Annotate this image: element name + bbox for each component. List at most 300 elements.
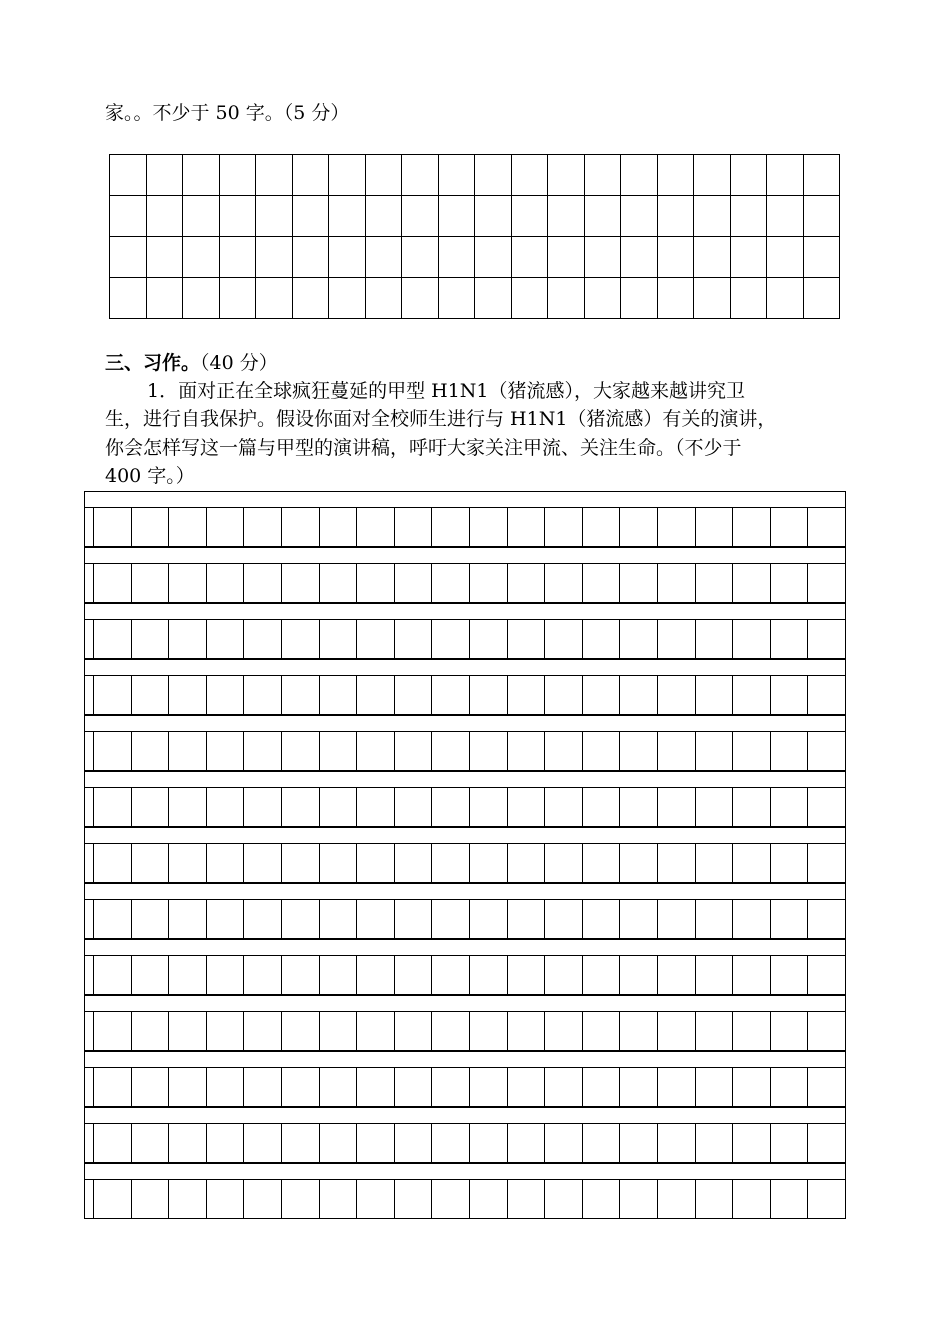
answer-cell[interactable] xyxy=(366,278,403,319)
composition-cell[interactable] xyxy=(319,1068,357,1106)
composition-cell[interactable] xyxy=(544,508,582,546)
answer-cell[interactable] xyxy=(767,237,804,278)
answer-cell[interactable] xyxy=(731,278,768,319)
composition-cell[interactable] xyxy=(93,844,131,882)
composition-cell[interactable] xyxy=(619,1012,657,1050)
composition-cell[interactable] xyxy=(582,900,620,938)
answer-cell[interactable] xyxy=(220,237,257,278)
composition-cell[interactable] xyxy=(356,1012,394,1050)
composition-cell[interactable] xyxy=(131,620,169,658)
composition-cell[interactable] xyxy=(695,620,733,658)
composition-cell[interactable] xyxy=(695,788,733,826)
composition-cell[interactable] xyxy=(732,620,770,658)
composition-cell[interactable] xyxy=(770,1124,808,1162)
composition-cell[interactable] xyxy=(469,620,507,658)
composition-cell[interactable] xyxy=(582,788,620,826)
composition-cell[interactable] xyxy=(544,1124,582,1162)
composition-cell[interactable] xyxy=(281,1068,319,1106)
answer-cell[interactable] xyxy=(694,237,731,278)
composition-cell[interactable] xyxy=(206,564,244,602)
composition-cell[interactable] xyxy=(243,788,281,826)
composition-cell[interactable] xyxy=(319,508,357,546)
answer-cell[interactable] xyxy=(658,155,695,196)
composition-cell[interactable] xyxy=(544,788,582,826)
composition-cell[interactable] xyxy=(206,676,244,714)
composition-cell[interactable] xyxy=(431,844,469,882)
composition-cell[interactable] xyxy=(243,508,281,546)
answer-cell[interactable] xyxy=(256,278,293,319)
answer-cell[interactable] xyxy=(329,237,366,278)
composition-cell[interactable] xyxy=(168,844,206,882)
composition-cell[interactable] xyxy=(319,788,357,826)
composition-cell[interactable] xyxy=(131,564,169,602)
composition-cell[interactable] xyxy=(356,1124,394,1162)
composition-cell[interactable] xyxy=(243,956,281,994)
composition-cell[interactable] xyxy=(168,1124,206,1162)
composition-cell[interactable] xyxy=(544,1068,582,1106)
composition-cell[interactable] xyxy=(807,564,845,602)
composition-cell[interactable] xyxy=(431,900,469,938)
composition-cell[interactable] xyxy=(619,844,657,882)
answer-cell[interactable] xyxy=(548,278,585,319)
composition-cell[interactable] xyxy=(168,508,206,546)
answer-cell[interactable] xyxy=(804,196,841,237)
composition-cell[interactable] xyxy=(807,1180,845,1218)
composition-cell[interactable] xyxy=(695,1180,733,1218)
composition-cell[interactable] xyxy=(619,1124,657,1162)
composition-cell[interactable] xyxy=(93,732,131,770)
answer-cell[interactable] xyxy=(804,278,841,319)
composition-cell[interactable] xyxy=(168,1180,206,1218)
composition-cell[interactable] xyxy=(168,564,206,602)
composition-cell[interactable] xyxy=(431,1124,469,1162)
answer-cell[interactable] xyxy=(147,196,184,237)
composition-cell[interactable] xyxy=(131,508,169,546)
composition-cell[interactable] xyxy=(469,1012,507,1050)
composition-cell[interactable] xyxy=(807,508,845,546)
answer-cell[interactable] xyxy=(293,278,330,319)
composition-cell[interactable] xyxy=(732,1012,770,1050)
composition-cell[interactable] xyxy=(168,676,206,714)
composition-cell[interactable] xyxy=(657,1068,695,1106)
composition-cell[interactable] xyxy=(319,1124,357,1162)
composition-cell[interactable] xyxy=(695,564,733,602)
composition-cell[interactable] xyxy=(356,508,394,546)
composition-cell[interactable] xyxy=(657,620,695,658)
composition-cell[interactable] xyxy=(319,732,357,770)
composition-cell[interactable] xyxy=(770,1012,808,1050)
composition-cell[interactable] xyxy=(243,1180,281,1218)
composition-cell[interactable] xyxy=(507,1180,545,1218)
composition-cell[interactable] xyxy=(657,956,695,994)
composition-cell[interactable] xyxy=(431,564,469,602)
composition-cell[interactable] xyxy=(619,620,657,658)
composition-cell[interactable] xyxy=(394,564,432,602)
composition-cell[interactable] xyxy=(544,1012,582,1050)
answer-cell[interactable] xyxy=(110,155,147,196)
answer-cell[interactable] xyxy=(110,196,147,237)
composition-cell[interactable] xyxy=(507,788,545,826)
composition-cell[interactable] xyxy=(356,900,394,938)
answer-cell[interactable] xyxy=(147,278,184,319)
answer-cell[interactable] xyxy=(548,155,585,196)
composition-cell[interactable] xyxy=(93,1012,131,1050)
composition-cell[interactable] xyxy=(544,844,582,882)
composition-cell[interactable] xyxy=(507,676,545,714)
answer-cell[interactable] xyxy=(621,278,658,319)
answer-cell[interactable] xyxy=(110,278,147,319)
composition-cell[interactable] xyxy=(544,1180,582,1218)
composition-cell[interactable] xyxy=(732,788,770,826)
composition-cell[interactable] xyxy=(206,844,244,882)
composition-cell[interactable] xyxy=(469,1180,507,1218)
composition-cell[interactable] xyxy=(732,1124,770,1162)
answer-cell[interactable] xyxy=(256,237,293,278)
composition-cell[interactable] xyxy=(206,956,244,994)
composition-cell[interactable] xyxy=(243,620,281,658)
composition-cell[interactable] xyxy=(206,1012,244,1050)
composition-cell[interactable] xyxy=(168,732,206,770)
composition-cell[interactable] xyxy=(243,1124,281,1162)
answer-cell[interactable] xyxy=(621,196,658,237)
answer-cell[interactable] xyxy=(731,196,768,237)
composition-cell[interactable] xyxy=(168,1012,206,1050)
composition-cell[interactable] xyxy=(469,732,507,770)
composition-cell[interactable] xyxy=(770,1068,808,1106)
composition-cell[interactable] xyxy=(243,732,281,770)
composition-cell[interactable] xyxy=(807,1124,845,1162)
answer-cell[interactable] xyxy=(767,196,804,237)
composition-cell[interactable] xyxy=(507,1124,545,1162)
composition-cell[interactable] xyxy=(732,676,770,714)
answer-cell[interactable] xyxy=(329,196,366,237)
answer-cell[interactable] xyxy=(439,155,476,196)
composition-cell[interactable] xyxy=(431,732,469,770)
composition-cell[interactable] xyxy=(507,564,545,602)
composition-cell[interactable] xyxy=(657,1012,695,1050)
answer-cell[interactable] xyxy=(767,278,804,319)
composition-cell[interactable] xyxy=(695,956,733,994)
composition-cell[interactable] xyxy=(131,1180,169,1218)
answer-cell[interactable] xyxy=(220,196,257,237)
composition-cell[interactable] xyxy=(695,1124,733,1162)
composition-cell[interactable] xyxy=(770,956,808,994)
composition-cell[interactable] xyxy=(319,900,357,938)
composition-cell[interactable] xyxy=(206,620,244,658)
composition-cell[interactable] xyxy=(131,676,169,714)
composition-cell[interactable] xyxy=(582,676,620,714)
composition-cell[interactable] xyxy=(356,676,394,714)
composition-cell[interactable] xyxy=(206,732,244,770)
composition-cell[interactable] xyxy=(657,1180,695,1218)
composition-cell[interactable] xyxy=(206,1180,244,1218)
composition-cell[interactable] xyxy=(281,1180,319,1218)
answer-cell[interactable] xyxy=(804,237,841,278)
answer-cell[interactable] xyxy=(585,278,622,319)
composition-cell[interactable] xyxy=(93,508,131,546)
composition-cell[interactable] xyxy=(770,676,808,714)
composition-cell[interactable] xyxy=(582,508,620,546)
composition-cell[interactable] xyxy=(281,788,319,826)
composition-cell[interactable] xyxy=(544,732,582,770)
composition-cell[interactable] xyxy=(507,900,545,938)
answer-cell[interactable] xyxy=(293,196,330,237)
composition-cell[interactable] xyxy=(732,956,770,994)
composition-cell[interactable] xyxy=(619,956,657,994)
composition-cell[interactable] xyxy=(281,732,319,770)
answer-cell[interactable] xyxy=(512,278,549,319)
answer-cell[interactable] xyxy=(475,278,512,319)
composition-cell[interactable] xyxy=(243,844,281,882)
composition-cell[interactable] xyxy=(431,1180,469,1218)
composition-cell[interactable] xyxy=(469,844,507,882)
answer-cell[interactable] xyxy=(585,155,622,196)
composition-cell[interactable] xyxy=(582,956,620,994)
composition-cell[interactable] xyxy=(431,1068,469,1106)
composition-cell[interactable] xyxy=(131,1012,169,1050)
answer-cell[interactable] xyxy=(183,237,220,278)
composition-cell[interactable] xyxy=(206,1124,244,1162)
answer-cell[interactable] xyxy=(767,155,804,196)
answer-cell[interactable] xyxy=(512,237,549,278)
composition-cell[interactable] xyxy=(619,1180,657,1218)
composition-cell[interactable] xyxy=(168,956,206,994)
composition-cell[interactable] xyxy=(394,620,432,658)
answer-cell[interactable] xyxy=(512,155,549,196)
composition-cell[interactable] xyxy=(394,1068,432,1106)
answer-cell[interactable] xyxy=(439,237,476,278)
answer-cell[interactable] xyxy=(402,278,439,319)
answer-cell[interactable] xyxy=(439,196,476,237)
composition-cell[interactable] xyxy=(507,508,545,546)
composition-cell[interactable] xyxy=(131,900,169,938)
composition-cell[interactable] xyxy=(356,956,394,994)
composition-cell[interactable] xyxy=(695,732,733,770)
composition-cell[interactable] xyxy=(619,564,657,602)
composition-cell[interactable] xyxy=(93,564,131,602)
answer-cell[interactable] xyxy=(183,278,220,319)
answer-cell[interactable] xyxy=(220,155,257,196)
answer-cell[interactable] xyxy=(694,196,731,237)
composition-cell[interactable] xyxy=(732,732,770,770)
composition-cell[interactable] xyxy=(544,620,582,658)
answer-cell[interactable] xyxy=(804,155,841,196)
composition-cell[interactable] xyxy=(281,1012,319,1050)
composition-cell[interactable] xyxy=(507,1068,545,1106)
composition-cell[interactable] xyxy=(319,564,357,602)
composition-cell[interactable] xyxy=(206,788,244,826)
composition-cell[interactable] xyxy=(356,1180,394,1218)
composition-cell[interactable] xyxy=(281,956,319,994)
composition-cell[interactable] xyxy=(131,1068,169,1106)
composition-cell[interactable] xyxy=(206,900,244,938)
answer-cell[interactable] xyxy=(694,155,731,196)
answer-cell[interactable] xyxy=(548,237,585,278)
composition-cell[interactable] xyxy=(807,788,845,826)
composition-cell[interactable] xyxy=(469,788,507,826)
composition-cell[interactable] xyxy=(319,1180,357,1218)
answer-cell[interactable] xyxy=(256,196,293,237)
answer-cell[interactable] xyxy=(439,278,476,319)
composition-cell[interactable] xyxy=(319,844,357,882)
answer-cell[interactable] xyxy=(402,196,439,237)
composition-cell[interactable] xyxy=(131,956,169,994)
composition-cell[interactable] xyxy=(619,900,657,938)
composition-cell[interactable] xyxy=(619,508,657,546)
composition-cell[interactable] xyxy=(770,844,808,882)
answer-cell[interactable] xyxy=(293,237,330,278)
composition-cell[interactable] xyxy=(582,564,620,602)
composition-cell[interactable] xyxy=(582,844,620,882)
composition-cell[interactable] xyxy=(131,1124,169,1162)
composition-cell[interactable] xyxy=(507,956,545,994)
composition-cell[interactable] xyxy=(619,676,657,714)
composition-cell[interactable] xyxy=(544,956,582,994)
composition-cell[interactable] xyxy=(469,1124,507,1162)
composition-cell[interactable] xyxy=(356,844,394,882)
composition-cell[interactable] xyxy=(582,620,620,658)
composition-cell[interactable] xyxy=(93,1068,131,1106)
composition-cell[interactable] xyxy=(732,844,770,882)
composition-cell[interactable] xyxy=(657,508,695,546)
answer-cell[interactable] xyxy=(329,278,366,319)
composition-cell[interactable] xyxy=(657,732,695,770)
composition-cell[interactable] xyxy=(695,844,733,882)
answer-cell[interactable] xyxy=(585,237,622,278)
composition-cell[interactable] xyxy=(168,620,206,658)
answer-cell[interactable] xyxy=(475,196,512,237)
answer-cell[interactable] xyxy=(658,196,695,237)
composition-cell[interactable] xyxy=(93,788,131,826)
composition-cell[interactable] xyxy=(168,900,206,938)
answer-cell[interactable] xyxy=(731,155,768,196)
composition-cell[interactable] xyxy=(732,1068,770,1106)
composition-cell[interactable] xyxy=(657,564,695,602)
composition-cell[interactable] xyxy=(582,1180,620,1218)
composition-cell[interactable] xyxy=(732,900,770,938)
composition-cell[interactable] xyxy=(319,956,357,994)
answer-cell[interactable] xyxy=(475,155,512,196)
answer-cell[interactable] xyxy=(402,155,439,196)
composition-cell[interactable] xyxy=(807,900,845,938)
answer-cell[interactable] xyxy=(658,278,695,319)
composition-cell[interactable] xyxy=(695,508,733,546)
answer-cell[interactable] xyxy=(658,237,695,278)
composition-cell[interactable] xyxy=(356,1068,394,1106)
composition-cell[interactable] xyxy=(807,1068,845,1106)
composition-cell[interactable] xyxy=(544,564,582,602)
composition-cell[interactable] xyxy=(657,676,695,714)
composition-cell[interactable] xyxy=(356,620,394,658)
composition-cell[interactable] xyxy=(469,956,507,994)
composition-cell[interactable] xyxy=(319,1012,357,1050)
answer-cell[interactable] xyxy=(366,237,403,278)
composition-cell[interactable] xyxy=(507,732,545,770)
composition-cell[interactable] xyxy=(469,564,507,602)
composition-cell[interactable] xyxy=(657,900,695,938)
answer-cell[interactable] xyxy=(548,196,585,237)
composition-cell[interactable] xyxy=(507,844,545,882)
composition-cell[interactable] xyxy=(582,1012,620,1050)
composition-cell[interactable] xyxy=(431,788,469,826)
composition-cell[interactable] xyxy=(93,620,131,658)
composition-cell[interactable] xyxy=(319,676,357,714)
composition-cell[interactable] xyxy=(582,1124,620,1162)
composition-grid[interactable] xyxy=(84,491,846,1219)
composition-cell[interactable] xyxy=(356,564,394,602)
composition-cell[interactable] xyxy=(93,1180,131,1218)
answer-cell[interactable] xyxy=(621,237,658,278)
composition-cell[interactable] xyxy=(281,900,319,938)
answer-cell[interactable] xyxy=(402,237,439,278)
composition-cell[interactable] xyxy=(657,788,695,826)
answer-cell[interactable] xyxy=(329,155,366,196)
composition-cell[interactable] xyxy=(469,508,507,546)
composition-cell[interactable] xyxy=(394,956,432,994)
composition-cell[interactable] xyxy=(657,1124,695,1162)
short-answer-grid[interactable] xyxy=(109,154,840,319)
composition-cell[interactable] xyxy=(619,788,657,826)
composition-cell[interactable] xyxy=(507,620,545,658)
composition-cell[interactable] xyxy=(695,900,733,938)
composition-cell[interactable] xyxy=(770,564,808,602)
composition-cell[interactable] xyxy=(469,676,507,714)
composition-cell[interactable] xyxy=(243,564,281,602)
answer-cell[interactable] xyxy=(256,155,293,196)
composition-cell[interactable] xyxy=(281,1124,319,1162)
answer-cell[interactable] xyxy=(183,155,220,196)
composition-cell[interactable] xyxy=(770,788,808,826)
composition-cell[interactable] xyxy=(431,620,469,658)
composition-cell[interactable] xyxy=(582,1068,620,1106)
composition-cell[interactable] xyxy=(281,564,319,602)
answer-cell[interactable] xyxy=(293,155,330,196)
answer-cell[interactable] xyxy=(512,196,549,237)
composition-cell[interactable] xyxy=(431,508,469,546)
composition-cell[interactable] xyxy=(131,844,169,882)
composition-cell[interactable] xyxy=(131,732,169,770)
composition-cell[interactable] xyxy=(394,508,432,546)
composition-cell[interactable] xyxy=(431,1012,469,1050)
composition-cell[interactable] xyxy=(770,508,808,546)
composition-cell[interactable] xyxy=(281,844,319,882)
composition-cell[interactable] xyxy=(281,508,319,546)
composition-cell[interactable] xyxy=(93,956,131,994)
composition-cell[interactable] xyxy=(695,1012,733,1050)
composition-cell[interactable] xyxy=(732,508,770,546)
composition-cell[interactable] xyxy=(394,844,432,882)
composition-cell[interactable] xyxy=(394,676,432,714)
composition-cell[interactable] xyxy=(131,788,169,826)
composition-cell[interactable] xyxy=(544,676,582,714)
composition-cell[interactable] xyxy=(206,508,244,546)
answer-cell[interactable] xyxy=(366,196,403,237)
composition-cell[interactable] xyxy=(770,900,808,938)
composition-cell[interactable] xyxy=(93,1124,131,1162)
composition-cell[interactable] xyxy=(319,620,357,658)
composition-cell[interactable] xyxy=(243,676,281,714)
composition-cell[interactable] xyxy=(807,676,845,714)
answer-cell[interactable] xyxy=(694,278,731,319)
composition-cell[interactable] xyxy=(807,620,845,658)
composition-cell[interactable] xyxy=(469,900,507,938)
composition-cell[interactable] xyxy=(770,620,808,658)
composition-cell[interactable] xyxy=(206,1068,244,1106)
answer-cell[interactable] xyxy=(585,196,622,237)
answer-cell[interactable] xyxy=(147,237,184,278)
composition-cell[interactable] xyxy=(431,676,469,714)
composition-cell[interactable] xyxy=(243,1068,281,1106)
